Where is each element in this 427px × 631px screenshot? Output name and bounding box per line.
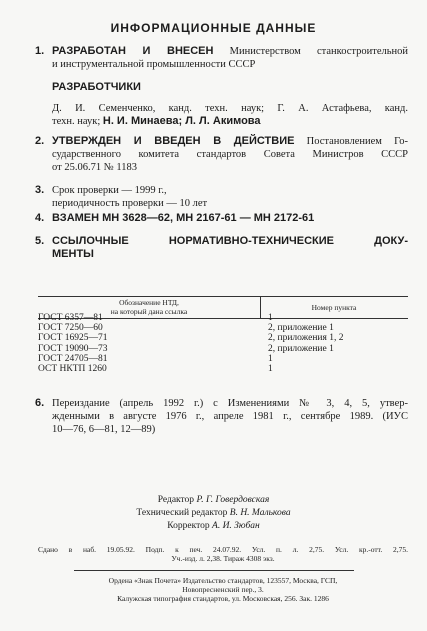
developers-text: техн. наук; bbox=[52, 116, 101, 127]
section-heading: МЕНТЫ bbox=[52, 248, 94, 260]
section-number: 5. bbox=[35, 235, 45, 247]
table-row: 2, приложение 1 bbox=[268, 343, 334, 354]
table-row: 1 bbox=[268, 364, 273, 375]
publisher-address: Новопресненский пер., 3. bbox=[182, 585, 264, 594]
editor-line bbox=[0, 495, 427, 505]
table-row: ГОСТ 24705—81 bbox=[38, 353, 108, 364]
developers-heading: РАЗРАБОТЧИКИ bbox=[52, 81, 141, 93]
references-table bbox=[38, 296, 408, 379]
section-text: сударственного комитета стандартов Совета Министров СССР bbox=[52, 149, 408, 160]
table-row: ГОСТ 19090—73 bbox=[38, 343, 108, 354]
section-number: 6. bbox=[35, 397, 45, 409]
section-developed-by bbox=[36, 45, 408, 71]
section-reissue bbox=[36, 397, 408, 436]
tech-editor-name: В. Н. Малькова bbox=[229, 508, 291, 518]
section-text: периодичность проверки — 10 лет bbox=[52, 198, 208, 209]
section-approved bbox=[36, 135, 408, 174]
imprint-divider bbox=[74, 570, 354, 571]
tech-editor-line bbox=[0, 508, 427, 518]
table-row: ОСТ НКТП 1260 bbox=[38, 364, 107, 375]
section-text: жденными в августе 1976 г., апреле 1981 г., сентябре 1989. (ИУС bbox=[52, 411, 408, 422]
section-heading: УТВЕРЖДЕН И ВВЕДЕН В ДЕЙСТВИЕ bbox=[52, 135, 295, 147]
printer-line: Калужская типография стандартов, ул. Московская, 256. Зак. 1286 bbox=[117, 594, 329, 603]
table-row: 1 bbox=[268, 353, 273, 364]
section-text: Переиздание (апрель 1992 г.) с Изменениями № 3, 4, 5, утвер- bbox=[52, 398, 408, 409]
section-text: 10—76, 6—81, 12—89) bbox=[52, 424, 156, 435]
section-heading: ССЫЛОЧНЫЕ НОРМАТИВНО-ТЕХНИЧЕСКИЕ ДОКУ- bbox=[52, 235, 408, 247]
developers-line: Д. И. Семенченко, канд. техн. наук; Г. А. Астафьева, канд. bbox=[52, 103, 408, 114]
corrector-line bbox=[0, 521, 427, 531]
section-text: Постановлением Го- bbox=[306, 136, 408, 147]
table-rule bbox=[38, 296, 408, 297]
table-header-point: Номер пункта bbox=[311, 303, 357, 312]
section-number: 3. bbox=[35, 184, 45, 196]
developers-block bbox=[52, 81, 408, 128]
tech-editor-label: Технический редактор bbox=[136, 508, 228, 518]
section-review bbox=[36, 184, 408, 210]
section-text: и инструментальной промышленности СССР bbox=[52, 59, 256, 70]
section-number: 2. bbox=[35, 135, 45, 147]
developers-line bbox=[52, 115, 408, 128]
table-row: ГОСТ 6357—81 bbox=[38, 313, 103, 323]
section-number: 4. bbox=[35, 212, 45, 224]
table-header-text: Обозначение НТД, bbox=[119, 298, 179, 307]
table-column-points bbox=[268, 313, 408, 374]
table-row: ГОСТ 16925—71 bbox=[38, 333, 108, 344]
table-row: 2, приложения 1, 2 bbox=[268, 333, 344, 344]
corrector-name: А. И. Зюбан bbox=[212, 521, 260, 531]
imprint-line: Уч.-изд. л. 2,38. Тираж 4308 экз. bbox=[171, 554, 275, 563]
table-row: ГОСТ 7250—60 bbox=[38, 323, 103, 334]
editor-name: Р. Г. Говердовская bbox=[196, 495, 270, 505]
section-replaces bbox=[36, 212, 408, 225]
section-heading: РАЗРАБОТАН И ВНЕСЕН bbox=[52, 45, 214, 57]
imprint-line: Сдано в наб. 19.05.92. Подп. к печ. 24.07.92. Усл. п. л. 2,75. Усл. кр.-отт. 2,75. bbox=[38, 545, 408, 554]
page-title: ИНФОРМАЦИОННЫЕ ДАННЫЕ bbox=[110, 21, 317, 35]
developers-names: Н. И. Минаева; Л. Л. Акимова bbox=[102, 115, 261, 127]
editor-label: Редактор bbox=[157, 495, 195, 505]
table-row: 2, приложение 1 bbox=[268, 323, 334, 334]
section-number: 1. bbox=[35, 45, 45, 57]
section-text: Срок проверки — 1999 г., bbox=[52, 185, 167, 196]
publisher-line: Ордена «Знак Почета» Издательство стандартов, 123557, Москва, ГСП, bbox=[108, 576, 338, 585]
table-column-documents bbox=[38, 313, 260, 374]
table-header-text: на который дана ссылка bbox=[110, 307, 188, 316]
section-heading: ВЗАМЕН МН 3628—62, МН 2167-61 — МН 2172-61 bbox=[52, 212, 315, 224]
section-text: от 25.06.71 № 1183 bbox=[52, 162, 137, 173]
section-references bbox=[36, 235, 408, 261]
table-row: 1 bbox=[268, 313, 273, 323]
corrector-label: Корректор bbox=[167, 521, 210, 531]
section-text: Министерством станкостроительной bbox=[229, 46, 408, 57]
